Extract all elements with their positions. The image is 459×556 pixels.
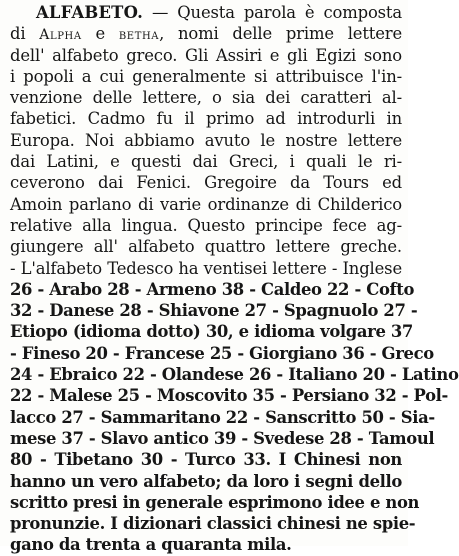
entry-text: e — [81, 24, 119, 44]
entry-line-25: pronunzie. I dizionari classici chinesi ne spie- — [10, 514, 416, 534]
entry-line-18: 24 - Ebraico 22 - Olandese 26 - Italiano 20 - Latino — [10, 365, 459, 385]
entry-text: di — [10, 24, 40, 44]
entry-text: — Questa parola è composta — [143, 3, 402, 22]
entry-line-10: Amoin parlano di varie ordinanze di Childerico — [10, 194, 402, 214]
entry-line-20: lacco 27 - Sammaritano 22 - Sanscritto 50 - Sia- — [10, 407, 435, 427]
entry-line-21: mese 37 - Slavo antico 39 - Svedese 28 - Tamoul — [10, 428, 435, 448]
entry-line-7: Europa. Noi abbiamo avuto le nostre lettere — [10, 130, 402, 150]
entry-line-23: hanno un vero alfabeto; da loro i segni dello — [10, 471, 402, 491]
entry-line-4: i popoli a cui generalmente si attribuisce l'in- — [10, 66, 402, 86]
betha-word: betha — [118, 27, 160, 44]
entry-line-2 — [10, 23, 402, 44]
entry-line-5: venzione delle lettere, o sia dei caratteri al- — [10, 88, 402, 108]
entry-line-15: 32 - Danese 28 - Shiavone 27 - Spagnuolo 27 - — [10, 301, 418, 321]
entry-headword: ALFABETO. — [36, 3, 144, 22]
alfabeto-entry — [10, 2, 459, 556]
entry-line-26: gano da trenta a quaranta mila. — [10, 535, 292, 555]
entry-line-1 — [10, 2, 402, 23]
entry-line-13: - L'alfabeto Tedesco ha ventisei lettere - Inglese — [10, 258, 402, 278]
alpha-word: Alpha — [39, 27, 82, 44]
entry-line-19: 22 - Malese 25 - Moscovito 35 - Persiano 32 - Pol- — [10, 386, 448, 406]
entry-line-3: dell' alfabeto greco. Gli Assiri e gli Egizi sono — [10, 45, 402, 65]
entry-text: , nomi delle prime lettere — [159, 24, 402, 44]
entry-line-14: 26 - Arabo 28 - Armeno 38 - Caldeo 22 - Cofto — [10, 279, 415, 299]
entry-line-6: fabetici. Cadmo fu il primo ad introdurli in — [10, 109, 402, 129]
entry-line-9: ceverono dai Fenici. Gregoire da Tours ed — [10, 173, 402, 193]
entry-line-24: scritto presi in generale esprimono idee e non — [10, 492, 420, 512]
entry-line-11: relative alla lingua. Questo principe fece ag- — [10, 215, 402, 235]
entry-line-16: Etiopo (idioma dotto) 30, e idioma volgare 37 — [10, 322, 413, 342]
entry-line-22: 80 - Tibetano 30 - Turco 33. I Chinesi non — [10, 450, 402, 470]
entry-line-17: - Fineso 20 - Francese 25 - Giorgiano 36 - Greco — [10, 343, 434, 363]
entry-line-12: giungere all' alfabeto quattro lettere greche. — [10, 237, 402, 257]
entry-line-8: dai Latini, e questi dai Greci, i quali le ri- — [10, 152, 402, 172]
